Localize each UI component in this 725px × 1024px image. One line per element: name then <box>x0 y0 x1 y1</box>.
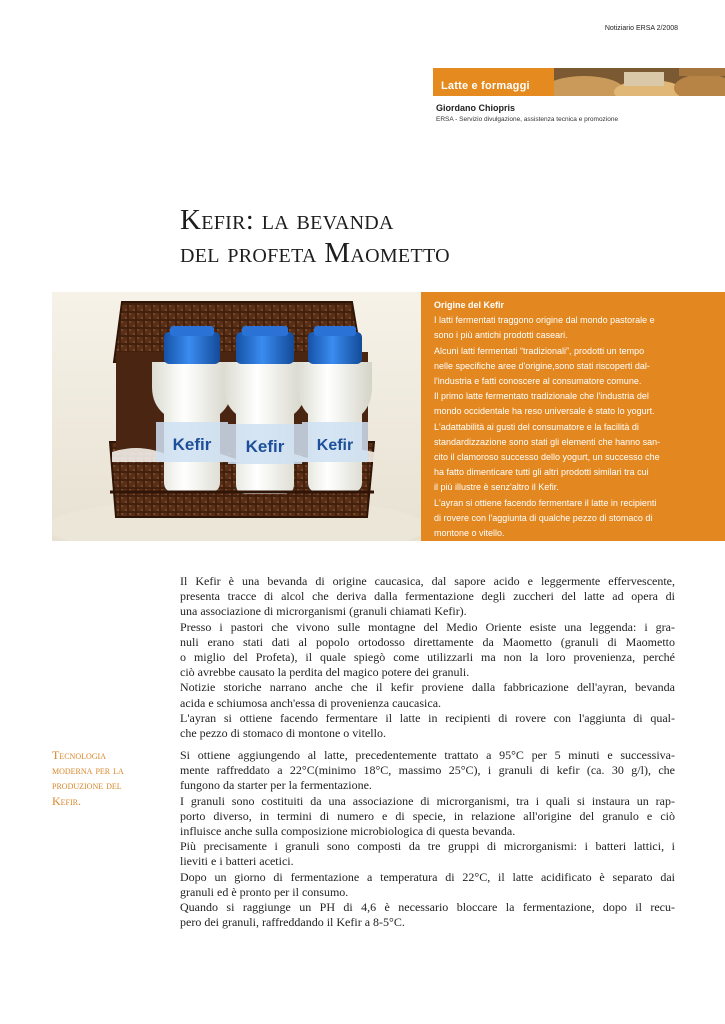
side-heading-line: produzione del <box>52 778 122 793</box>
section-banner <box>433 68 725 96</box>
body-line: Quando si raggiunge un PH di 4,6 è necessario bloccare la fermentazione, dopo il recu- <box>180 900 675 915</box>
sidebar-line: sono i più antichi prodotti caseari. <box>434 330 568 341</box>
bottle-label-3: Kefir <box>316 437 354 454</box>
sidebar-line: Il primo latte fermentato tradizionale che l'industria del <box>434 391 649 402</box>
body-line: che pezzo di stomaco di montone o vitello. <box>180 726 386 741</box>
technology-side-heading <box>52 748 167 809</box>
cheese-image <box>554 68 725 96</box>
body-line: influisce anche sulla composizione microbiologica di questa bevanda. <box>180 824 516 839</box>
body-line: pero dei granuli, raffreddando il Kefir a 8-5°C. <box>180 915 405 930</box>
side-heading-line: moderna per la <box>52 763 124 778</box>
origin-sidebar <box>421 292 725 541</box>
article-title-line-1: Kefir: la bevanda <box>180 204 394 236</box>
body-line: presenta tracce di alcol che deriva dalla fermentazione degli zuccheri del latte ad opera di <box>180 589 675 604</box>
section-label: Latte e formaggi <box>441 80 530 92</box>
sidebar-line: ha fatto dimenticare tutti gli altri prodotti similari tra cui <box>434 467 649 478</box>
body-line: Presso i pastori che vivono sulle montagne del Medio Oriente esiste una leggenda: i gra- <box>180 619 675 634</box>
body-line: I granuli sono costituiti da una associazione di microrganismi, tra i quali si instaura un rap- <box>180 793 675 808</box>
body-line: Si ottiene aggiungendo al latte, precedentemente trattato a 95°C per 5 minuti e successiva- <box>180 748 675 762</box>
bottle-label-2: Kefir <box>245 437 285 456</box>
body-line: mente raffreddato a 22°C(minimo 18°C, massimo 25°C), i granuli di kefir (ca. 30 g/l), che <box>180 763 675 778</box>
body-line: una associazione di microrganismi (granuli chiamati Kefir). <box>180 604 467 619</box>
bottle-middle <box>224 326 306 494</box>
sidebar-line: Alcuni latti fermentati “tradizionali”, prodotti un tempo <box>434 345 645 356</box>
body-line: Il Kefir è una bevanda di origine caucasica, dal sapore acido e leggermente effervescente, <box>180 574 675 588</box>
sidebar-line: cito il clamoroso successo dello yogurt, un successo che <box>434 452 660 463</box>
sidebar-line: I latti fermentati traggono origine dal mondo pastorale e <box>434 315 655 326</box>
side-heading-line: Kefir. <box>52 793 82 808</box>
kefir-basket-illustration <box>52 292 422 541</box>
section-tag <box>433 68 554 96</box>
author-name: Giordano Chiopris <box>436 103 516 113</box>
body-line: granuli ed è pronto per il consumo. <box>180 884 349 899</box>
bottle-label-1: Kefir <box>172 435 212 454</box>
sidebar-line: l'industria e fatti conoscere al consumatore comune. <box>434 376 642 387</box>
sidebar-line: mondo occidentale ha reso universale è stato lo yogurt. <box>434 406 655 417</box>
body-paragraph-intro <box>180 574 675 741</box>
body-line: acida e schiumosa anch'essa di provenienza caucasica. <box>180 695 442 710</box>
sidebar-text <box>434 298 679 541</box>
sidebar-line: nelle specifiche aree d'origine,sono stati riscoperti dal- <box>434 360 650 371</box>
sidebar-line: standardizzazione sono stati gli elementi che hanno san- <box>434 436 661 447</box>
body-line: L'ayran si ottiene facendo fermentare il latte in recipienti di rovere con l'aggiunta di qual- <box>180 710 675 725</box>
sidebar-line: L'ayran si ottiene facendo fermentare il latte in recipienti <box>434 497 657 508</box>
bottle-left <box>152 326 232 492</box>
body-line: porto diverso, in termini di numero e di specie, in relazione all'origine del granulo e ciò <box>180 808 675 823</box>
publication-header: Notiziario ERSA 2/2008 <box>604 25 678 32</box>
sidebar-line: di rovere con l'aggiunta di qualche pezzo di stomaco di <box>434 512 653 523</box>
body-line: fungono da starter per la fermentazione. <box>180 778 372 793</box>
kefir-bottles-photo <box>52 292 422 541</box>
sidebar-line: montone o vitello. <box>434 528 505 539</box>
body-line: Dopo un giorno di fermentazione a temperatura di 22°C, il latte acidificato è separato dai <box>180 869 675 884</box>
body-line: lieviti e i batteri acetici. <box>180 854 294 869</box>
bottle-right <box>298 326 372 492</box>
body-line: ciò avrebbe causato la perdita del magico potere dei granuli. <box>180 665 470 680</box>
sidebar-line: L'adattabilità ai gusti del consumatore e la facilità di <box>434 421 639 432</box>
body-line: Più precisamente i granuli sono composti da tre gruppi di microrganismi: i batteri lattici, i <box>180 839 675 854</box>
author-affiliation: ERSA - Servizio divulgazione, assistenza tecnica e promozione <box>436 116 619 123</box>
sidebar-heading: Origine del Kefir <box>434 300 505 310</box>
body-line: nuli erano stati dati al popolo ortodosso direttamente da Maometto (granuli di Maometto <box>180 634 675 649</box>
article-title-line-2: del profeta Maometto <box>180 237 450 269</box>
side-heading-line: Tecnologia <box>52 748 106 762</box>
body-line: Notizie storiche narrano anche che il kefir proviene dalla fabbricazione dell'ayran, bevanda <box>180 680 675 695</box>
cheese-photo-strip <box>554 68 725 96</box>
sidebar-line: il più illustre è senz'altro il Kefir. <box>434 482 559 493</box>
body-paragraph-technology <box>180 748 675 930</box>
body-line: o miglio del Profeta), il quale spiegò come utilizzarli ma non la loro provenienza, perché <box>180 650 675 665</box>
